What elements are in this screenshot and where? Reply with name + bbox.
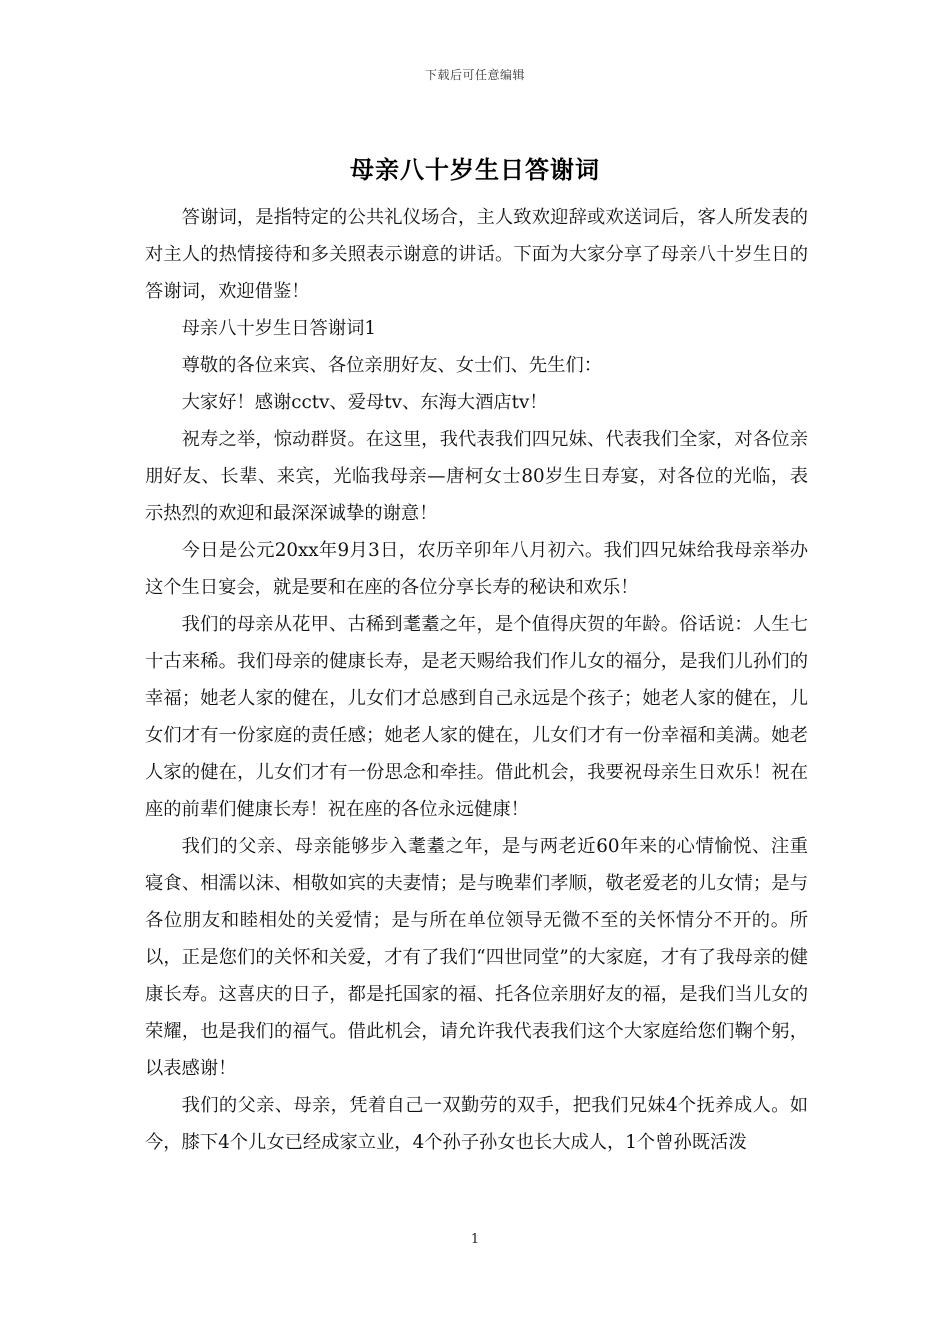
paragraph-welcome: 祝寿之举，惊动群贤。在这里，我代表我们四兄妹、代表我们全家，对各位亲朋好友、长辈、来宾，光临我母亲—唐柯女士80岁生日寿宴，对各位的光临，表示热烈的欢迎和最深深诚挚的谢意！: [145, 429, 808, 524]
paragraph-salutation: 尊敬的各位来宾、各位亲朋好友、女士们、先生们：: [181, 355, 603, 376]
page-header-note: 下载后可任意编辑: [424, 68, 525, 82]
document-body: [145, 199, 808, 1161]
page-number: 1: [470, 1232, 480, 1247]
document-title: 母亲八十岁生日答谢词: [350, 155, 600, 184]
paragraph-parents: 我们的父亲、母亲能够步入耄耋之年，是与两老近60年来的心情愉悦、注重寝食、相濡以沫、相敬如宾的夫妻情；是与晚辈们孝顺，敬老爱老的儿女情；是与各位朋友和睦相处的关爱情；是与所在单位领导无微不至的关怀情分不开的。所以，正是您们的关怀和关爱，才有了我们“四世同堂”的大家庭，才有了我母亲的健康长寿。这喜庆的日子，都是托国家的福、托各位亲朋好友的福，是我们当儿女的荣耀，也是我们的福气。借此机会，请允许我代表我们这个大家庭给您们鞠个躬，以表感谢！: [145, 836, 808, 1079]
paragraph-greeting: 大家好！感谢cctv、爱母tv、东海大酒店tv！: [181, 392, 548, 413]
paragraph-date: 今日是公元20xx年9月3日，农历辛卯年八月初六。我们四兄妹给我母亲举办这个生日宴会，就是要和在座的各位分享长寿的秘诀和欢乐！: [145, 540, 808, 598]
paragraph-section-heading: 母亲八十岁生日答谢词1: [181, 318, 377, 339]
paragraph-longevity: 我们的母亲从花甲、古稀到耄耋之年，是个值得庆贺的年龄。俗话说：人生七十古来稀。我们母亲的健康长寿，是老天赐给我们作儿女的福分，是我们儿孙们的幸福；她老人家的健在，儿女们才总感到自己永远是个孩子；她老人家的健在，儿女们才有一份家庭的责任感；她老人家的健在，儿女们才有一份幸福和美满。她老人家的健在，儿女们才有一份思念和牵挂。借此机会，我要祝母亲生日欢乐！祝在座的前辈们健康长寿！祝在座的各位永远健康！: [145, 614, 808, 820]
paragraph-family: 我们的父亲、母亲，凭着自己一双勤劳的双手，把我们兄妹4个抚养成人。如今，膝下4个儿女已经成家立业，4个孙子孙女也长大成人，1个曾孙既活泼: [145, 1095, 808, 1153]
paragraph-intro: 答谢词，是指特定的公共礼仪场合，主人致欢迎辞或欢送词后，客人所发表的对主人的热情接待和多关照表示谢意的讲话。下面为大家分享了母亲八十岁生日的答谢词，欢迎借鉴！: [145, 207, 808, 302]
